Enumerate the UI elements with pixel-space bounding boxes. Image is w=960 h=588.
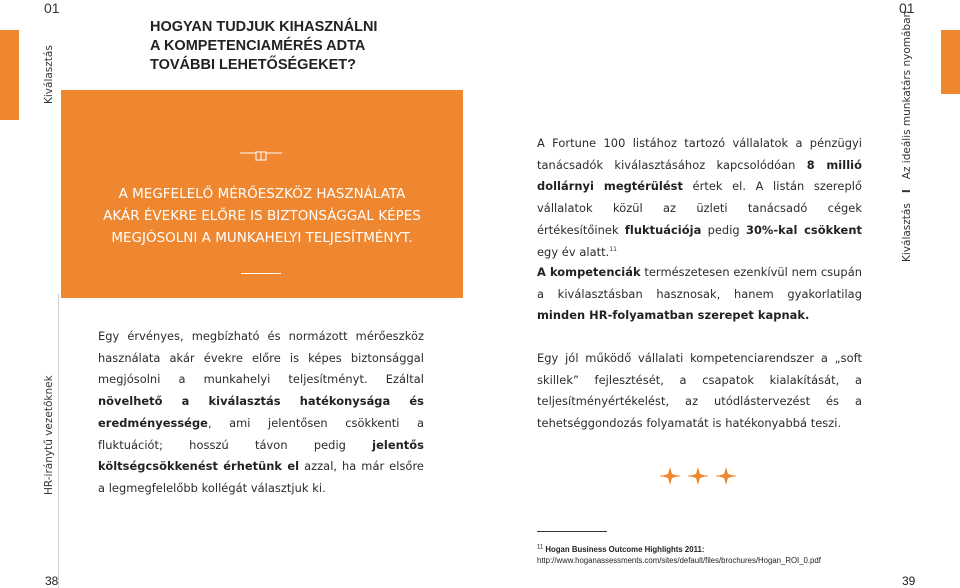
pull-quote-line: A MEGFELELŐ MÉRŐESZKÖZ HASZNÁLATA [118, 186, 406, 202]
text-run-bold: 8 millió dollárnyi megtérülést [537, 157, 863, 194]
right-side-label-bottom: Az ideális munkatárs nyomában [901, 10, 913, 180]
text-run: azzal, ha már elsőre a legmegfelelőbb kollégát választjuk ki. [98, 459, 424, 495]
text-run-bold: minden HR-folyamatban szerepet kapnak. [537, 308, 810, 323]
footnote-reference: 11 [609, 245, 618, 253]
text-run: Egy érvényes, megbízható és normázott mérőeszköz használata akár évekre előre is képes biztonsággal megjósolni a munkahelyi teljesítményt. Ezáltal [98, 329, 424, 387]
left-body-paragraph [98, 326, 424, 500]
footnote-rule [537, 531, 607, 532]
left-side-label-top: Kiválasztás [43, 45, 55, 105]
text-run: természetesen ezenkívül nem csupán a kiválasztásban hasznosak, hanem gyakorlatilag [537, 265, 862, 301]
left-chapter-tab [0, 30, 19, 120]
left-chapter-number: 01 [44, 0, 60, 16]
right-side-label-top: Kiválasztás [901, 203, 913, 262]
right-body-paragraph-2 [537, 262, 862, 327]
right-page-number: 39 [902, 574, 916, 588]
quote-bottom-rule [241, 273, 281, 274]
footnote-number: 11 [537, 544, 544, 551]
text-run: A Fortune 100 listához tartozó vállalatok a pénzügyi tanácsadók kiválasztásához kapcsolódóan [537, 136, 862, 172]
right-chapter-tab [941, 30, 960, 94]
text-run-bold: A kompetenciák [537, 265, 641, 279]
text-run: egy év alatt. [537, 244, 610, 259]
pull-quote [61, 183, 463, 249]
right-chapter-number: 01 [899, 0, 915, 16]
text-run-bold: jelentős költségcsökkenést érhetünk el [98, 437, 424, 474]
text-run-bold: növelhető a kiválasztás hatékonysága és eredményessége [98, 394, 424, 430]
right-body-paragraph-3: Egy jól működő vállalati kompetenciarendszer a „soft skillek” fejlesztését, a csapatok kialakítását, a teljesítményértékelést, az utódlástervezést és a tehetséggondozás folyamatát is hatékonyabbá teszi. [537, 351, 862, 431]
orange-sparkle-icon [658, 466, 738, 486]
white-book-icon [240, 148, 282, 162]
right-body-paragraph-1 [537, 133, 862, 263]
left-margin-rule [58, 294, 59, 588]
text-run-bold: 30%-kal csökkent [745, 222, 862, 237]
right-side-label [901, 10, 913, 262]
footnote-title: Hogan Business Outcome Highlights 2011: [545, 545, 705, 554]
page-heading: HOGYAN TUDJUK KIHASZNÁLNI A KOMPETENCIAMÉRÉS ADTA TOVÁBBI LEHETŐSÉGEKET? [150, 19, 378, 73]
pull-quote-line: MEGJÓSOLNI A MUNKAHELYI TELJESÍTMÉNYT. [111, 230, 413, 246]
right-side-label-separator: I [901, 189, 913, 194]
left-page-number: 38 [45, 574, 59, 588]
text-run: , ami jelentősen csökkenti a fluktuációt; hosszú távon pedig [98, 415, 424, 452]
text-run: pedig [701, 222, 746, 237]
footnote-url[interactable]: http://www.hoganassessments.com/sites/default/files/brochures/Hogan_ROI_0.pdf [537, 556, 821, 565]
left-side-label-bottom: HR-iránytű vezetőknek [43, 375, 55, 495]
footnote [537, 544, 867, 566]
text-run: értek el. A listán szereplő vállalatok közül az üzleti tanácsadó cégek értékesítőinek [537, 179, 862, 237]
pull-quote-line: AKÁR ÉVEKRE ELŐRE IS BIZTONSÁGGAL KÉPES [103, 208, 421, 224]
text-run-bold: fluktuációja [624, 222, 702, 237]
